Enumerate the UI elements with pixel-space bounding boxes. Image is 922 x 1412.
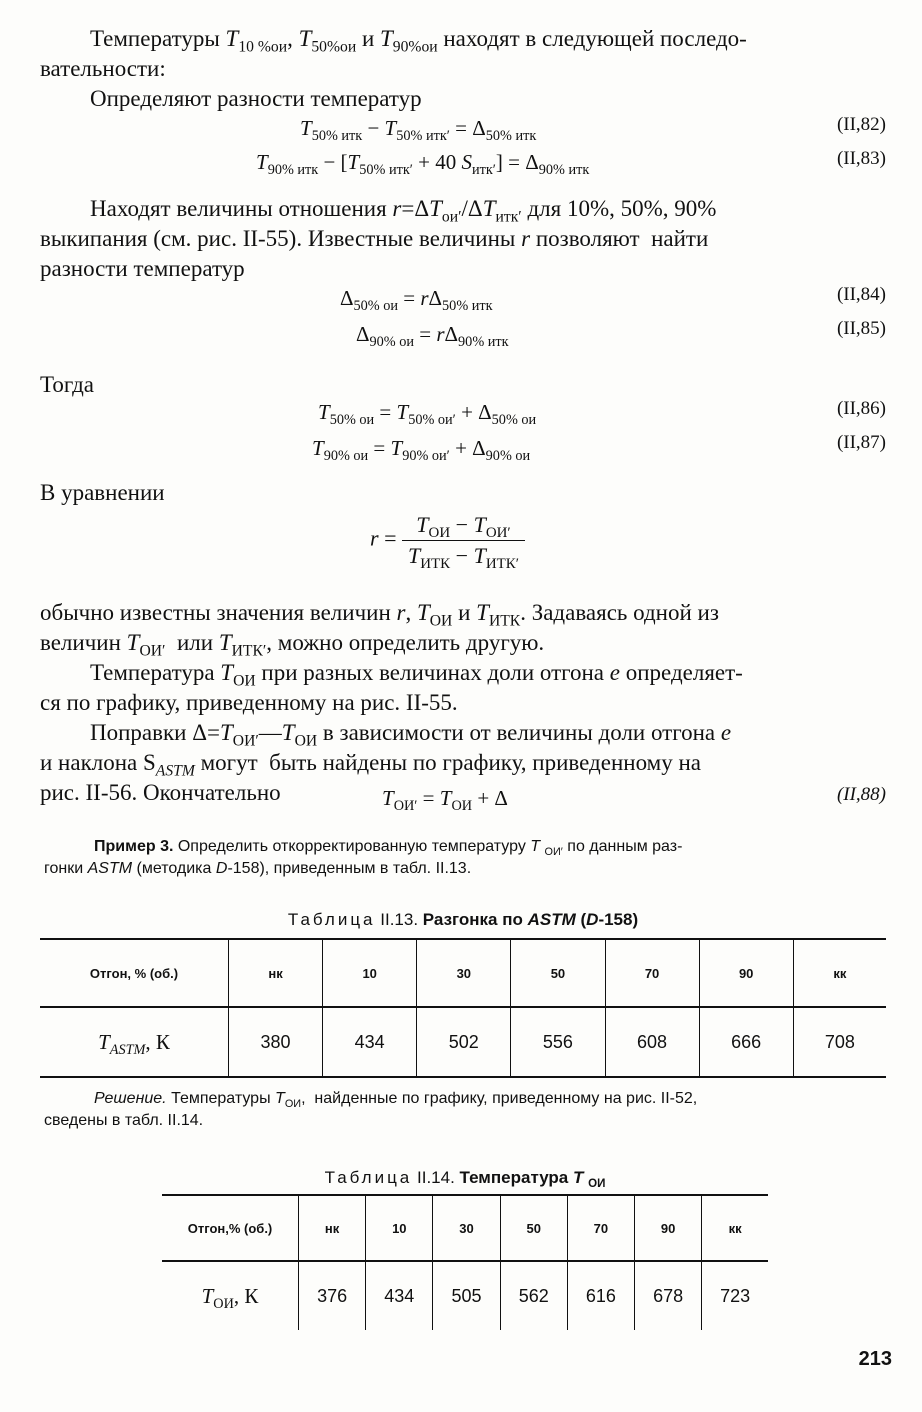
fraction-numerator: $T_{ОИ} - T_{ОИ'}$ xyxy=(402,512,525,541)
equation-83-number: (II,83) xyxy=(836,148,886,169)
equation-83: $T_{90\% итк} - [T_{50\% итк'} + 40$ $S_{итк'}] = \Delta_{90\% итк}$ xyxy=(256,150,590,178)
equation-88: $T_{ОИ'} = T_{ОИ} + \Delta$ xyxy=(382,786,508,814)
table13-cell: 434 xyxy=(323,1007,417,1077)
table14-cell: 616 xyxy=(567,1261,634,1330)
paragraph-intro xyxy=(40,24,886,114)
solution-line1: Решение. Температуры $T_{ОИ}$, найденные по графику, приведенному на рис. II-52, xyxy=(94,1090,698,1110)
table13-cell: 608 xyxy=(605,1007,699,1077)
table13-col: 70 xyxy=(605,939,699,1007)
table14-col: 10 xyxy=(366,1195,433,1261)
equation-86-number: (II,86) xyxy=(836,398,886,419)
paragraph-ratio xyxy=(40,194,886,284)
table14-row-label: $T_{ОИ}$, К xyxy=(201,1283,259,1312)
table14-caption xyxy=(162,1168,768,1191)
table13-col: 10 xyxy=(323,939,417,1007)
paragraph-temperature-line1: Температура $T_{ОИ}$ при разных величинах доли отгона e определяет- xyxy=(90,660,743,690)
table13-header-label: Отгон, % (об.) xyxy=(40,939,229,1007)
table13-cell: 666 xyxy=(699,1007,793,1077)
paragraph-known-values xyxy=(40,598,886,808)
phrase-v-uravnenii: В уравнении xyxy=(40,480,165,505)
table13-caption-text: II.13. Разгонка по ASTM (D-158) xyxy=(380,910,639,929)
equation-86: $T_{50\% ои} = T_{50\% ои'} + \Delta_{50\% ои}$ xyxy=(318,400,537,428)
table13-col: 90 xyxy=(699,939,793,1007)
table14-header-label: Отгон,% (об.) xyxy=(162,1195,299,1261)
example-3-line1: Пример 3. Определить откорректированную температуру T $_{ОИ'}$ по данным раз- xyxy=(94,838,683,858)
table14-col: кк xyxy=(702,1195,768,1261)
table14-col: 50 xyxy=(500,1195,567,1261)
equation-84-number: (II,84) xyxy=(836,284,886,305)
table14-col: 90 xyxy=(635,1195,702,1261)
word-togda: Тогда xyxy=(40,372,95,397)
table13-cell: 708 xyxy=(793,1007,886,1077)
paragraph-ratio-line1: Находят величины отношения $r=\Delta T_{ои'}/\Delta T_{итк'}$ для 10%, 50%, 90% xyxy=(90,196,717,226)
table13-row-label: $T_{ASTM}$, К xyxy=(98,1029,170,1058)
paragraph-corrections-line2: и наклона $S_{ASTM}$ могут быть найдены по графику, приведенному на xyxy=(40,750,701,780)
table13-cell: 556 xyxy=(511,1007,605,1077)
table14-value-row xyxy=(162,1261,768,1330)
example-3-line2: гонки ASTM (методика D-158), приведенным в табл. II.13. xyxy=(44,860,472,877)
table13-col: нк xyxy=(229,939,323,1007)
solution xyxy=(44,1088,890,1132)
table14-col: 30 xyxy=(433,1195,500,1261)
table13-col: кк xyxy=(793,939,886,1007)
page-number: 213 xyxy=(858,1348,892,1370)
equation-88-number: (II,88) xyxy=(836,784,886,805)
paragraph-known-values-line1: обычно известны значения величин r, $T_{ОИ}$ и $T_{ИТК}$. Задаваясь одной из xyxy=(40,600,719,630)
equation-82-number: (II,82) xyxy=(836,114,886,135)
paragraph-ratio-line3: разности температур xyxy=(40,256,245,281)
table13-caption xyxy=(40,910,886,930)
equation-ratio-fraction: r = $\frac{T_{ОИ} - T_{ОИ'}}{T_{ИТК} - T_{ИТК'}}$ xyxy=(370,512,525,569)
paragraph-differences: Определяют разности температур xyxy=(90,86,422,111)
equation-85: $\Delta_{90\% ои} = r\Delta_{90\% итк}$ xyxy=(356,322,509,350)
table14-col: нк xyxy=(299,1195,366,1261)
solution-line2: сведены в табл. II.14. xyxy=(44,1112,204,1129)
table13-header-row xyxy=(40,939,886,1007)
table14-header-row xyxy=(162,1195,768,1261)
paragraph-corrections-line1: Поправки $\Delta=T_{ОИ'}—T_{ОИ}$ в зависимости от величины доли отгона e xyxy=(90,720,732,750)
table14-cell: 562 xyxy=(500,1261,567,1330)
table14-caption-text: II.14. Температура T $_{ОИ}$ xyxy=(417,1168,606,1191)
table14-cell: 505 xyxy=(433,1261,500,1330)
fraction xyxy=(402,512,525,573)
table13-caption-word: Таблица xyxy=(287,910,376,929)
table13-col: 30 xyxy=(417,939,511,1007)
table13-cell: 502 xyxy=(417,1007,511,1077)
equation-87: $T_{90\% ои} = T_{90\% ои'} + \Delta_{90\% ои}$ xyxy=(312,436,531,464)
equation-82: $T_{50\% итк} - T_{50\% итк'} = \Delta_{50\% итк}$ xyxy=(300,116,537,144)
equation-85-number: (II,85) xyxy=(836,318,886,339)
paragraph-intro-line1: Температуры $T_{10 \%ои}$, $T_{50\%ои}$ и $T_{90\%ои}$ находят в следующей последо- xyxy=(90,26,747,56)
table14-cell: 723 xyxy=(702,1261,768,1330)
paragraph-known-values-line2: величин $T_{ОИ'}$ или $T_{ИТК'}$, можно определить другую. xyxy=(40,630,545,660)
fraction-denominator: $T_{ИТК} - T_{ИТК'}$ xyxy=(407,543,520,573)
paragraph-ratio-line2: выкипания (см. рис. II-55). Известные величины r позволяют найти xyxy=(40,226,709,251)
paragraph-temperature-line2: ся по графику, приведенному на рис. II-55. xyxy=(40,690,458,715)
table13 xyxy=(40,938,886,1078)
equation-84: $\Delta_{50\% ои} = r\Delta_{50\% итк}$ xyxy=(340,286,493,314)
table14-cell: 434 xyxy=(366,1261,433,1330)
table14 xyxy=(162,1194,768,1330)
paragraph-intro-line2: вательности: xyxy=(40,56,166,81)
table13-value-row xyxy=(40,1007,886,1077)
equation-87-number: (II,87) xyxy=(836,432,886,453)
table14-cell: 376 xyxy=(299,1261,366,1330)
table14-caption-word: Таблица xyxy=(324,1168,413,1187)
table13-cell: 380 xyxy=(229,1007,323,1077)
table13-col: 50 xyxy=(511,939,605,1007)
example-3 xyxy=(44,836,886,880)
table14-col: 70 xyxy=(567,1195,634,1261)
table14-cell: 678 xyxy=(635,1261,702,1330)
paragraph-corrections-line3: рис. II-56. Окончательно xyxy=(40,780,281,805)
